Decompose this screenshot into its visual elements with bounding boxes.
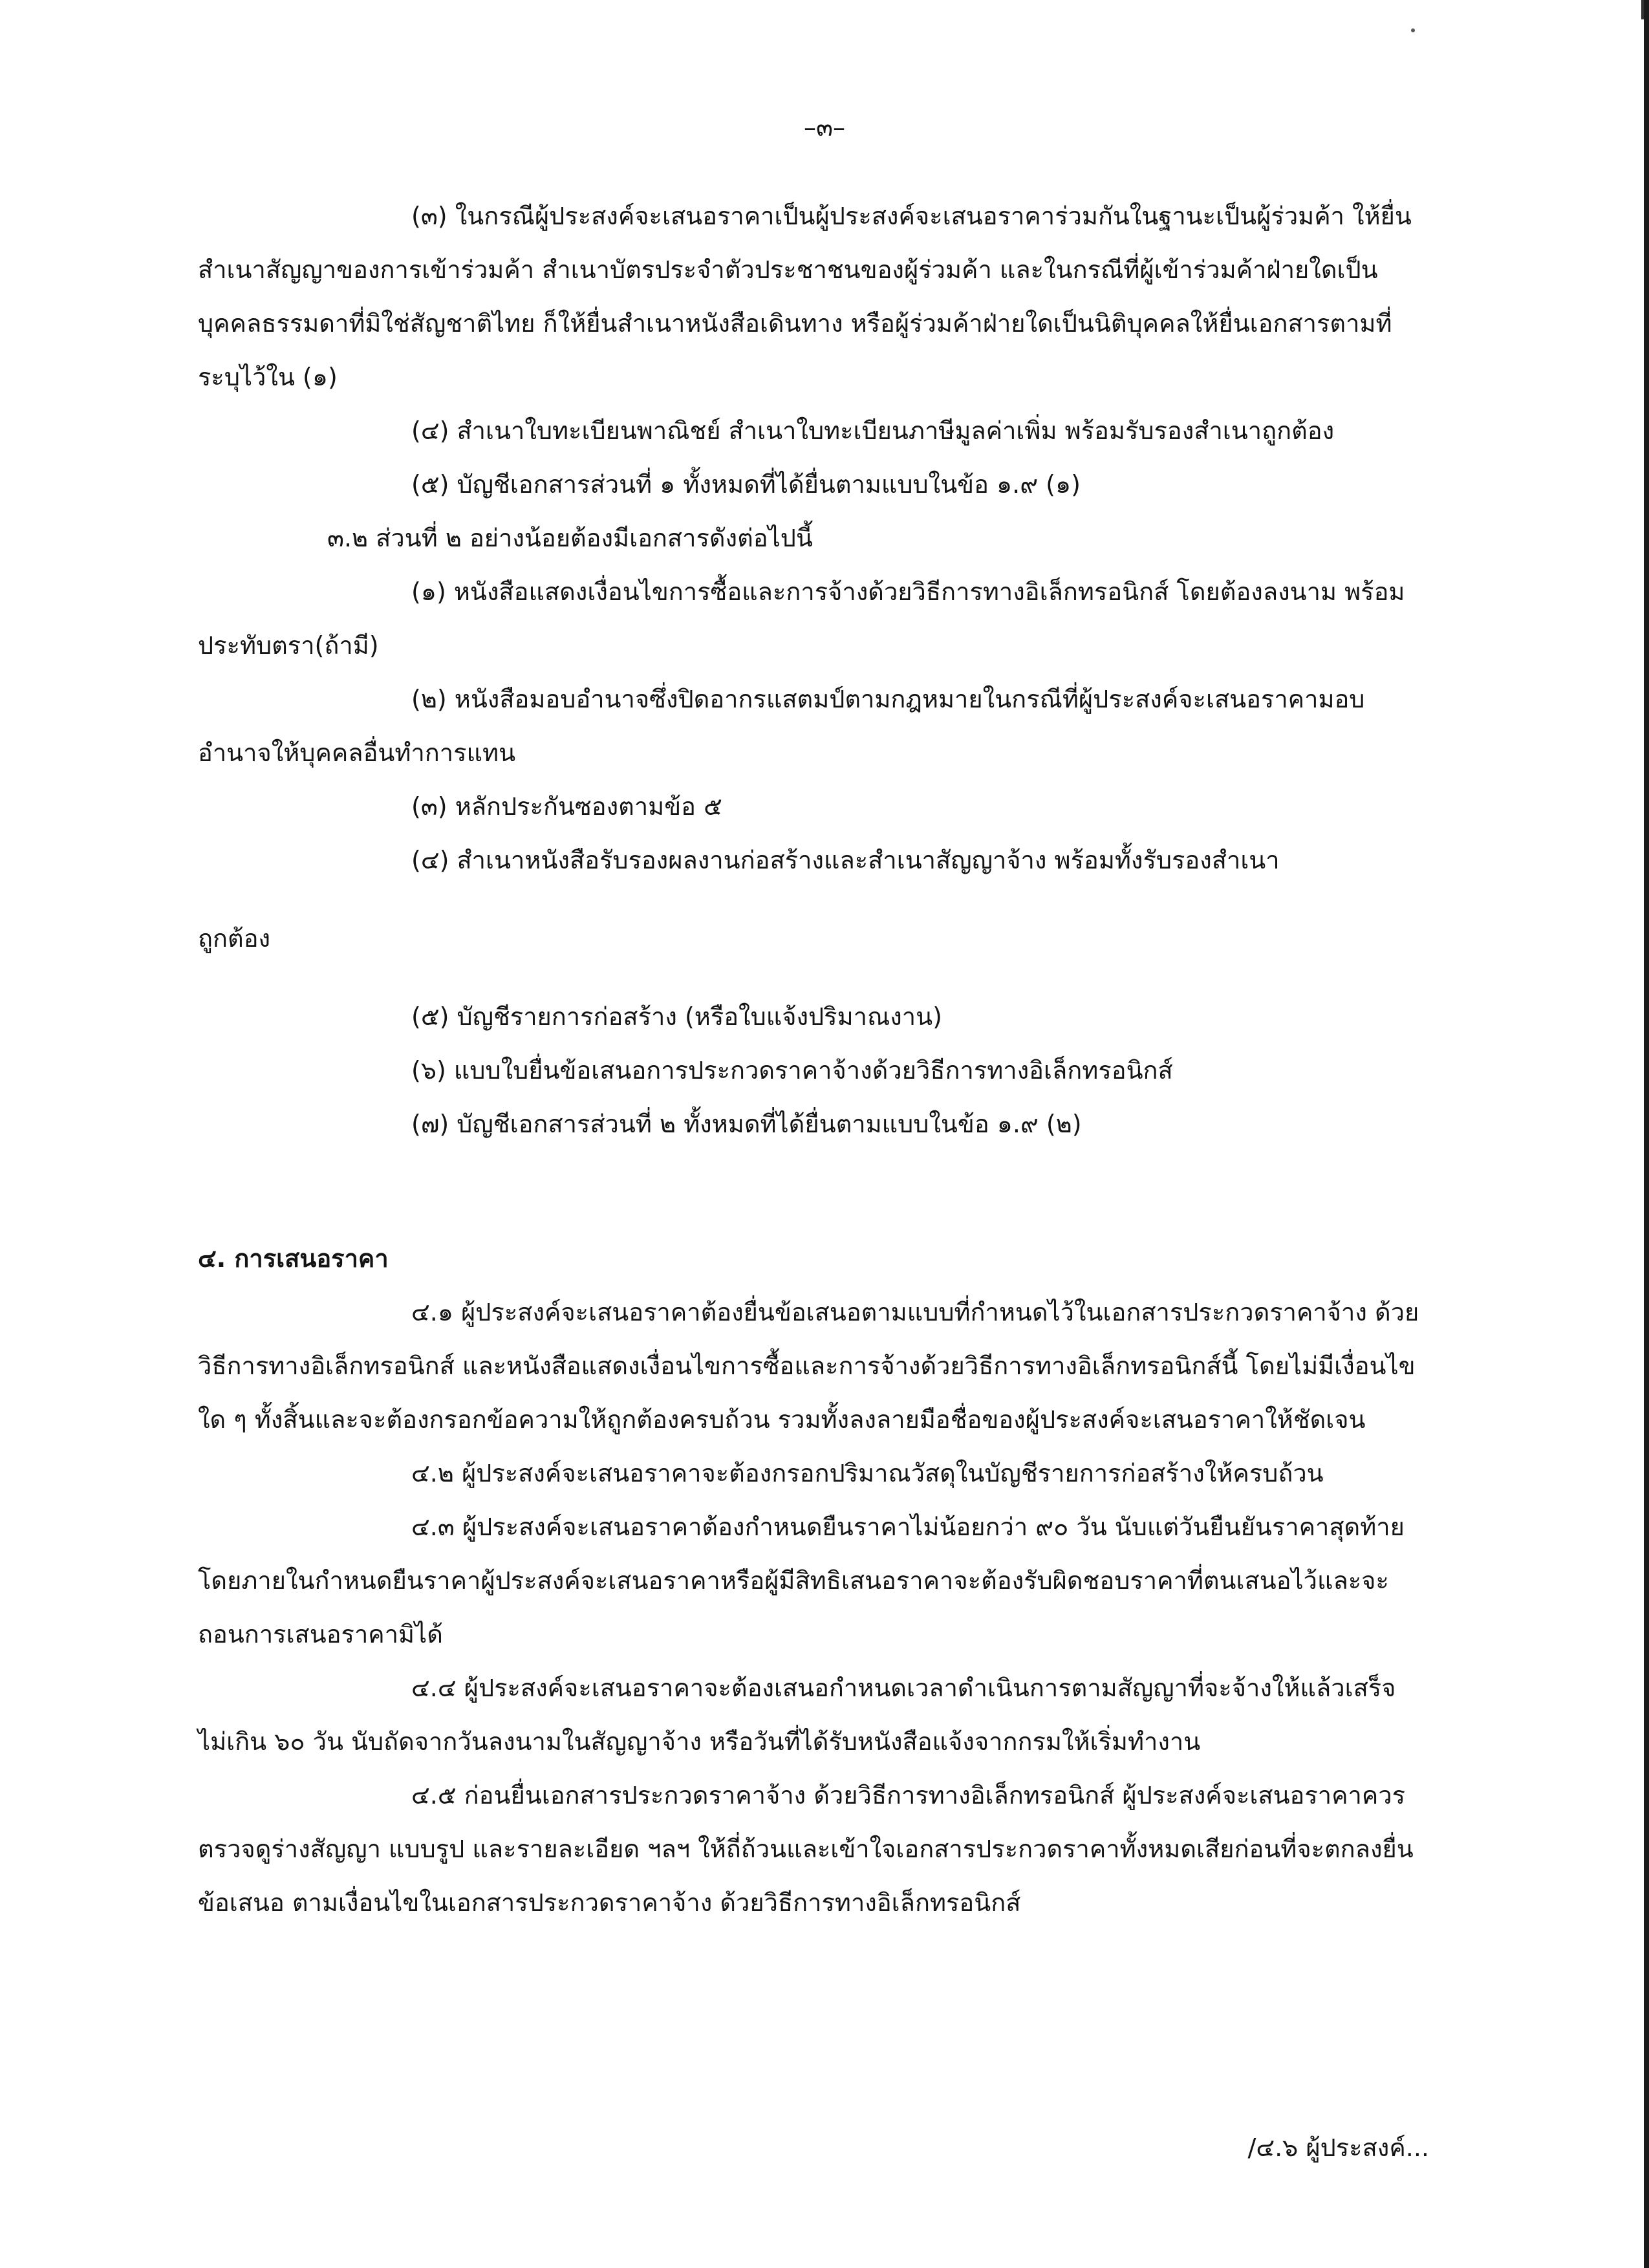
- page-number: –๓–: [804, 113, 845, 142]
- para-5-document-list-part1: (๕) บัญชีเอกสารส่วนที่ ๑ ทั้งหมดที่ได้ยื่นตามแบบในข้อ ๑.๙ (๑): [411, 470, 1081, 499]
- scan-edge: [1644, 0, 1649, 2268]
- document-body: [198, 189, 1423, 1930]
- para-4-work-certificate-cont: ถูกต้อง: [198, 924, 271, 953]
- para-3-joint-venture: (๓) ในกรณีผู้ประสงค์จะเสนอราคาเป็นผู้ประสงค์จะเสนอราคาร่วมกันในฐานะเป็นผู้ร่วมค้า ให้ยื่นสำเนาสัญญาของการเข้าร่วมค้า สำเนาบัตรประจำตัวประชาชนของผู้ร่วมค้า และในกรณีที่ผู้เข้าร่วมค้าฝ่ายใดเป็นบุคคลธรรมดาที่มิใช่สัญชาติไทย ก็ให้ยื่นสำเนาหนังสือเดินทาง หรือผู้ร่วมค้าฝ่ายใดเป็นนิติบุคคลให้ยื่นเอกสารตามที่ระบุไว้ใน (๑): [198, 202, 1412, 391]
- para-4-3: ๔.๓ ผู้ประสงค์จะเสนอราคาต้องกำหนดยืนราคาไม่น้อยกว่า ๙๐ วัน นับแต่วันยืนยันราคาสุดท้าย โดยภายในกำหนดยืนราคาผู้ประสงค์จะเสนอราคาหรือผู้มีสิทธิเสนอราคาจะต้องรับผิดชอบราคาที่ตนเสนอไว้และจะถอนการเสนอราคามิได้: [198, 1513, 1405, 1648]
- para-4-2: ๔.๒ ผู้ประสงค์จะเสนอราคาจะต้องกรอกปริมาณวัสดุในบัญชีรายการก่อสร้างให้ครบถ้วน: [411, 1459, 1324, 1487]
- para-7-document-list-part2: (๗) บัญชีเอกสารส่วนที่ ๒ ทั้งหมดที่ได้ยื่นตามแบบในข้อ ๑.๙ (๒): [411, 1110, 1082, 1138]
- section-4-heading: ๔. การเสนอราคา: [198, 1244, 389, 1273]
- continuation-note: /๔.๖ ผู้ประสงค์...: [1247, 2133, 1429, 2162]
- para-3-bid-guarantee: (๓) หลักประกันซองตามข้อ ๕: [411, 792, 722, 821]
- para-4-1: ๔.๑ ผู้ประสงค์จะเสนอราคาต้องยื่นข้อเสนอตามแบบที่กำหนดไว้ในเอกสารประกวดราคาจ้าง ด้วยวิธีการทางอิเล็กทรอนิกส์ และหนังสือแสดงเงื่อนไขการซื้อและการจ้างด้วยวิธีการทางอิเล็กทรอนิกส์นี้ โดยไม่มีเงื่อนไขใด ๆ ทั้งสิ้นและจะต้องกรอกข้อความให้ถูกต้องครบถ้วน รวมทั้งลงลายมือชื่อของผู้ประสงค์จะเสนอราคาให้ชัดเจน: [198, 1298, 1419, 1434]
- scan-tick: [1641, 0, 1644, 19]
- para-4-work-certificate: (๔) สำเนาหนังสือรับรองผลงานก่อสร้างและสำเนาสัญญาจ้าง พร้อมทั้งรับรองสำเนา: [411, 846, 1280, 874]
- para-2-power-of-attorney: (๒) หนังสือมอบอำนาจซึ่งปิดอากรแสตมป์ตามกฎหมายในกรณีที่ผู้ประสงค์จะเสนอราคามอบอำนาจให้บุคคลอื่นทำการแทน: [198, 685, 1365, 767]
- para-1-terms-letter: (๑) หนังสือแสดงเงื่อนไขการซื้อและการจ้างด้วยวิธีการทางอิเล็กทรอนิกส์ โดยต้องลงนาม พร้อมประทับตรา(ถ้ามี): [198, 578, 1405, 660]
- para-4-5: ๔.๕ ก่อนยื่นเอกสารประกวดราคาจ้าง ด้วยวิธีการทางอิเล็กทรอนิกส์ ผู้ประสงค์จะเสนอราคาควรตรวจดูร่างสัญญา แบบรูป และรายละเอียด ฯลฯ ให้ถี่ถ้วนและเข้าใจเอกสารประกวดราคาทั้งหมดเสียก่อนที่จะตกลงยื่นข้อเสนอ ตามเงื่อนไขในเอกสารประกวดราคาจ้าง ด้วยวิธีการทางอิเล็กทรอนิกส์: [198, 1781, 1414, 1917]
- scan-speck: [1411, 28, 1415, 32]
- para-4-4: ๔.๔ ผู้ประสงค์จะเสนอราคาจะต้องเสนอกำหนดเวลาดำเนินการตามสัญญาที่จะจ้างให้แล้วเสร็จไม่เกิน ๖๐ วัน นับถัดจากวันลงนามในสัญญาจ้าง หรือวันที่ได้รับหนังสือแจ้งจากกรมให้เริ่มทำงาน: [198, 1674, 1396, 1756]
- para-5-bill-of-quantities: (๕) บัญชีรายการก่อสร้าง (หรือใบแจ้งปริมาณงาน): [411, 1002, 942, 1031]
- section-3-2-heading: ๓.๒ ส่วนที่ ๒ อย่างน้อยต้องมีเอกสารดังต่อไปนี้: [327, 524, 813, 552]
- para-6-bid-form: (๖) แบบใบยื่นข้อเสนอการประกวดราคาจ้างด้วยวิธีการทางอิเล็กทรอนิกส์: [411, 1056, 1173, 1085]
- para-4-commercial-registration: (๔) สำเนาใบทะเบียนพาณิชย์ สำเนาใบทะเบียนภาษีมูลค่าเพิ่ม พร้อมรับรองสำเนาถูกต้อง: [411, 416, 1335, 445]
